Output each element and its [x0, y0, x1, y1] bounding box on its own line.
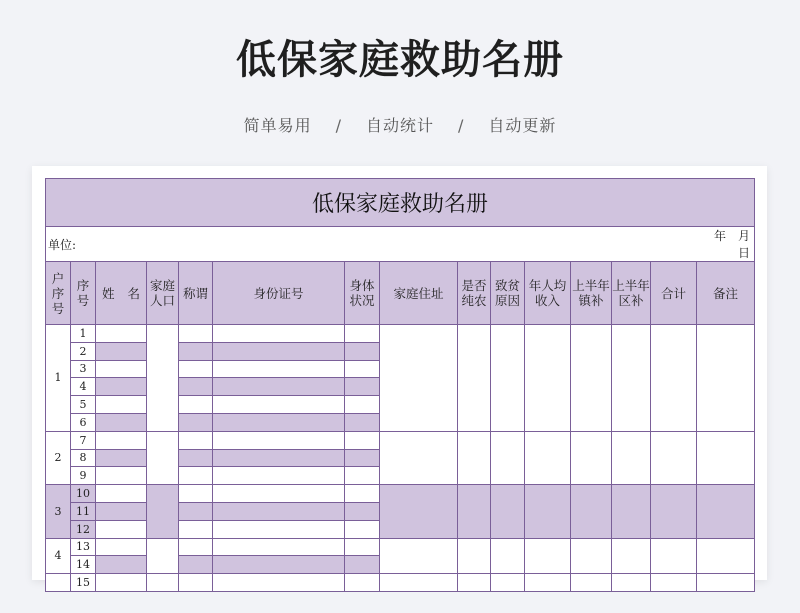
household-no-cell[interactable] — [46, 574, 71, 592]
h1-town-subsidy-cell[interactable] — [571, 538, 612, 574]
header-address: 家庭住址 — [380, 262, 458, 325]
header-family-size: 家庭 人口 — [147, 262, 179, 325]
name-cell[interactable] — [96, 538, 147, 556]
annual-income-cell[interactable] — [525, 485, 571, 538]
annual-income-cell[interactable] — [525, 574, 571, 592]
household-no-cell[interactable]: 1 — [46, 325, 71, 432]
id-number-cell[interactable] — [213, 431, 345, 449]
remarks-cell[interactable] — [697, 574, 755, 592]
household-no-cell[interactable]: 2 — [46, 431, 71, 484]
name-cell[interactable] — [96, 449, 147, 467]
seq-no-cell[interactable]: 13 — [71, 538, 96, 556]
relation-cell[interactable] — [179, 538, 213, 556]
relation-cell[interactable] — [179, 556, 213, 574]
health-cell[interactable] — [345, 538, 380, 556]
id-number-cell[interactable] — [213, 342, 345, 360]
relation-cell[interactable] — [179, 396, 213, 414]
name-cell[interactable] — [96, 556, 147, 574]
total-cell[interactable] — [651, 431, 697, 484]
pure-farmer-cell[interactable] — [458, 485, 491, 538]
health-cell[interactable] — [345, 520, 380, 538]
health-cell[interactable] — [345, 378, 380, 396]
name-cell[interactable] — [96, 396, 147, 414]
id-number-cell[interactable] — [213, 360, 345, 378]
header-health: 身体 状况 — [345, 262, 380, 325]
id-number-cell[interactable] — [213, 325, 345, 343]
pure-farmer-cell[interactable] — [458, 574, 491, 592]
address-cell[interactable] — [380, 431, 458, 484]
poverty-cause-cell[interactable] — [491, 485, 525, 538]
name-cell[interactable] — [96, 413, 147, 431]
family-size-cell[interactable] — [147, 431, 179, 484]
relation-cell[interactable] — [179, 378, 213, 396]
health-cell[interactable] — [345, 396, 380, 414]
name-cell[interactable] — [96, 325, 147, 343]
seq-no-cell[interactable]: 10 — [71, 485, 96, 503]
name-cell[interactable] — [96, 502, 147, 520]
seq-no-cell[interactable]: 6 — [71, 413, 96, 431]
header-name-a: 姓 — [102, 285, 115, 301]
h1-town-subsidy-cell[interactable] — [571, 485, 612, 538]
table-row — [46, 325, 755, 343]
poverty-cause-cell[interactable] — [491, 325, 525, 432]
header-pure-farmer: 是否 纯农 — [458, 262, 491, 325]
page-title: 低保家庭救助名册 — [236, 37, 564, 83]
header-total: 合计 — [651, 262, 697, 325]
table-row — [46, 431, 755, 449]
relation-cell[interactable] — [179, 520, 213, 538]
seq-no-cell[interactable]: 1 — [71, 325, 96, 343]
id-number-cell[interactable] — [213, 538, 345, 556]
h1-district-subsidy-cell[interactable] — [612, 485, 651, 538]
h1-town-subsidy-cell[interactable] — [571, 431, 612, 484]
relation-cell[interactable] — [179, 431, 213, 449]
seq-no-cell[interactable]: 12 — [71, 520, 96, 538]
total-cell[interactable] — [651, 538, 697, 574]
name-cell[interactable] — [96, 520, 147, 538]
seq-no-cell[interactable]: 7 — [71, 431, 96, 449]
seq-no-cell[interactable]: 4 — [71, 378, 96, 396]
h1-district-subsidy-cell[interactable] — [612, 538, 651, 574]
h1-town-subsidy-cell[interactable] — [571, 574, 612, 592]
relation-cell[interactable] — [179, 467, 213, 485]
h1-town-subsidy-cell[interactable] — [571, 325, 612, 432]
seq-no-cell[interactable]: 5 — [71, 396, 96, 414]
health-cell[interactable] — [345, 485, 380, 503]
family-size-cell[interactable] — [147, 574, 179, 592]
relation-cell[interactable] — [179, 502, 213, 520]
pure-farmer-cell[interactable] — [458, 325, 491, 432]
header-name-b: 名 — [127, 285, 140, 301]
total-cell[interactable] — [651, 325, 697, 432]
health-cell[interactable] — [345, 574, 380, 592]
health-cell[interactable] — [345, 502, 380, 520]
id-number-cell[interactable] — [213, 467, 345, 485]
remarks-cell[interactable] — [697, 538, 755, 574]
health-cell[interactable] — [345, 342, 380, 360]
pure-farmer-cell[interactable] — [458, 431, 491, 484]
header-poverty-cause: 致贫 原因 — [491, 262, 525, 325]
header-name — [96, 262, 147, 325]
seq-no-cell[interactable]: 2 — [71, 342, 96, 360]
subtitle — [0, 113, 800, 136]
health-cell[interactable] — [345, 467, 380, 485]
seq-no-cell[interactable]: 3 — [71, 360, 96, 378]
health-cell[interactable] — [345, 325, 380, 343]
header-h1-town-subsidy: 上半年 镇补 — [571, 262, 612, 325]
spreadsheet-preview-card — [32, 166, 767, 590]
seq-no-cell[interactable]: 14 — [71, 556, 96, 574]
relation-cell[interactable] — [179, 413, 213, 431]
id-number-cell[interactable] — [213, 502, 345, 520]
name-cell[interactable] — [96, 378, 147, 396]
name-cell[interactable] — [96, 360, 147, 378]
seq-no-cell[interactable]: 9 — [71, 467, 96, 485]
subtitle-item-stats: 自动统计 — [365, 116, 434, 135]
id-number-cell[interactable] — [213, 485, 345, 503]
name-cell[interactable] — [96, 342, 147, 360]
annual-income-cell[interactable] — [525, 538, 571, 574]
name-cell[interactable] — [96, 485, 147, 503]
relation-cell[interactable] — [179, 325, 213, 343]
header-remarks: 备注 — [697, 262, 755, 325]
unit-label: 单位: — [46, 227, 147, 262]
date-label: 年 月 日 — [697, 227, 755, 262]
id-number-cell[interactable] — [213, 556, 345, 574]
h1-district-subsidy-cell[interactable] — [612, 574, 651, 592]
relation-cell[interactable] — [179, 574, 213, 592]
info-spacer — [147, 227, 697, 262]
household-no-cell[interactable]: 3 — [46, 485, 71, 538]
name-cell[interactable] — [96, 431, 147, 449]
family-size-cell[interactable] — [147, 485, 179, 538]
relation-cell[interactable] — [179, 342, 213, 360]
id-number-cell[interactable] — [213, 378, 345, 396]
address-cell[interactable] — [380, 574, 458, 592]
total-cell[interactable] — [651, 485, 697, 538]
remarks-cell[interactable] — [697, 325, 755, 432]
seq-no-cell[interactable]: 11 — [71, 502, 96, 520]
table-row — [46, 574, 755, 592]
address-cell[interactable] — [380, 538, 458, 574]
header-household-no: 户 序 号 — [46, 262, 71, 325]
total-cell[interactable] — [651, 574, 697, 592]
relation-cell[interactable] — [179, 360, 213, 378]
header-relation: 称谓 — [179, 262, 213, 325]
relief-register-table — [45, 178, 763, 592]
subtitle-item-easy: 简单易用 — [243, 116, 312, 135]
header-seq-no: 序 号 — [71, 262, 96, 325]
id-number-cell[interactable] — [213, 449, 345, 467]
header-annual-income: 年人均 收入 — [525, 262, 571, 325]
annual-income-cell[interactable] — [525, 431, 571, 484]
relation-cell[interactable] — [179, 485, 213, 503]
poverty-cause-cell[interactable] — [491, 538, 525, 574]
subtitle-item-update: 自动更新 — [488, 116, 557, 135]
name-cell[interactable] — [96, 467, 147, 485]
annual-income-cell[interactable] — [525, 325, 571, 432]
subtitle-separator: / — [335, 116, 342, 135]
pure-farmer-cell[interactable] — [458, 538, 491, 574]
id-number-cell[interactable] — [213, 396, 345, 414]
health-cell[interactable] — [345, 413, 380, 431]
family-size-cell[interactable] — [147, 325, 179, 432]
table-row — [46, 485, 755, 503]
name-cell[interactable] — [96, 574, 147, 592]
address-cell[interactable] — [380, 485, 458, 538]
health-cell[interactable] — [345, 360, 380, 378]
seq-no-cell[interactable]: 15 — [71, 574, 96, 592]
sheet-title: 低保家庭救助名册 — [46, 179, 755, 227]
health-cell[interactable] — [345, 449, 380, 467]
household-no-cell[interactable]: 4 — [46, 538, 71, 574]
remarks-cell[interactable] — [697, 431, 755, 484]
poverty-cause-cell[interactable] — [491, 431, 525, 484]
health-cell[interactable] — [345, 431, 380, 449]
id-number-cell[interactable] — [213, 574, 345, 592]
relation-cell[interactable] — [179, 449, 213, 467]
h1-district-subsidy-cell[interactable] — [612, 431, 651, 484]
subtitle-separator: / — [458, 116, 465, 135]
table-row — [46, 538, 755, 556]
id-number-cell[interactable] — [213, 413, 345, 431]
remarks-cell[interactable] — [697, 485, 755, 538]
id-number-cell[interactable] — [213, 520, 345, 538]
family-size-cell[interactable] — [147, 538, 179, 574]
poverty-cause-cell[interactable] — [491, 574, 525, 592]
seq-no-cell[interactable]: 8 — [71, 449, 96, 467]
header-id-number: 身份证号 — [213, 262, 345, 325]
header-h1-district-subsidy: 上半年 区补 — [612, 262, 651, 325]
health-cell[interactable] — [345, 556, 380, 574]
h1-district-subsidy-cell[interactable] — [612, 325, 651, 432]
address-cell[interactable] — [380, 325, 458, 432]
